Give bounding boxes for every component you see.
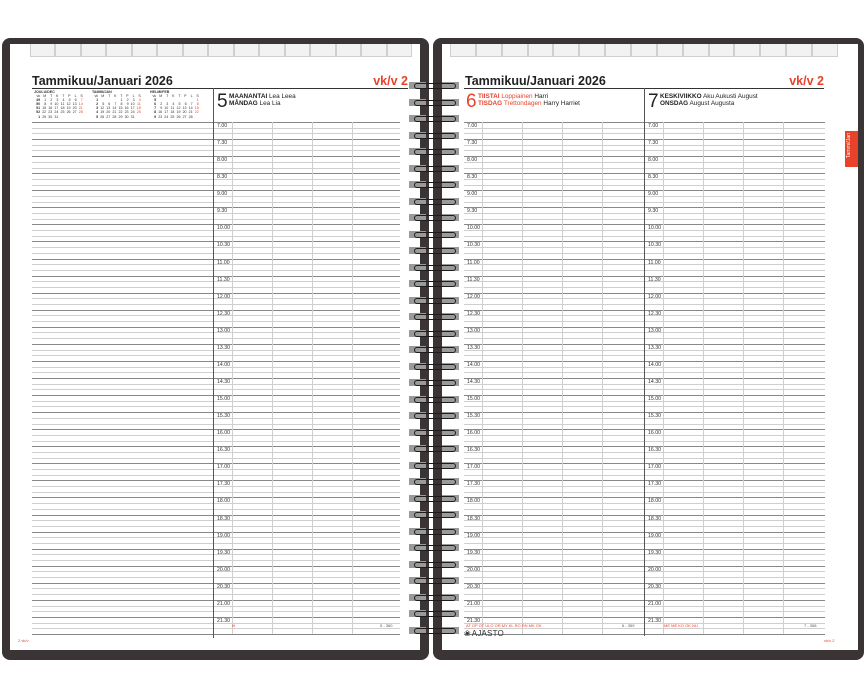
time-label: 13.30 [217, 344, 230, 351]
time-label: 8.00 [217, 157, 228, 164]
time-label: 12.30 [648, 310, 661, 317]
time-label: 15.00 [217, 396, 230, 403]
time-label: 18.00 [467, 498, 480, 505]
time-label: 18.30 [648, 515, 661, 522]
month-side-tab[interactable] [845, 131, 858, 167]
name-days-fi: Harri [534, 93, 549, 100]
day-names [478, 93, 580, 108]
time-label: 10.00 [467, 225, 480, 232]
time-label: 13.00 [217, 327, 230, 334]
time-label: 11.00 [648, 259, 661, 266]
time-label: 16.00 [217, 430, 230, 437]
time-label: 16.00 [467, 430, 480, 437]
day-name-sv: TISDAG [478, 100, 503, 108]
index-tab-strip [450, 44, 838, 58]
time-label: 21.00 [648, 600, 661, 607]
spiral-ring [406, 493, 462, 504]
time-label: 12.00 [217, 293, 230, 300]
footer-daycount: 5 - 360 [380, 623, 393, 628]
spiral-ring [406, 80, 462, 91]
holiday-sv: Trettondagen [503, 100, 542, 108]
day-name-fi: MAANANTAI [229, 93, 268, 100]
spiral-ring [406, 509, 462, 520]
name-days-fi: Aku Aukusti August [702, 93, 758, 100]
time-label: 16.30 [217, 447, 230, 454]
time-label: 14.00 [467, 361, 480, 368]
time-label: 19.00 [217, 532, 230, 539]
time-label: 12.30 [467, 310, 480, 317]
spiral-ring [406, 245, 462, 256]
spiral-ring [406, 130, 462, 141]
time-label: 17.30 [467, 481, 480, 488]
time-label: 8.00 [648, 157, 659, 164]
schedule-grid-wednesday [645, 122, 825, 634]
spiral-ring [406, 97, 462, 108]
spiral-ring [406, 361, 462, 372]
time-label: 18.30 [467, 515, 480, 522]
mini-calendar-1: TAMMI/JAN vk M T K T P L S 1 1 2 3 4 2 5 6 7 8 9 10 11 3 12 13 14 15 16 17 18 4 19 20 21 22 23 24 25 5 26 27 28 29 30 31 [92, 90, 147, 119]
day-header-tuesday [464, 91, 644, 123]
notes-lines [32, 122, 213, 634]
time-label: 15.30 [467, 413, 480, 420]
time-label: 20.00 [648, 566, 661, 573]
spiral-ring [406, 113, 462, 124]
mini-calendar-0: JOULU/DEC vk M T K T P L S 49 1 2 3 4 5 6 7 50 8 9 10 11 12 13 14 51 15 16 17 18 19 20 21 52 22 23 24 25 26 27 28 1 29 30 31 [34, 90, 89, 119]
time-label: 8.30 [217, 174, 228, 181]
time-label: 7.30 [467, 140, 478, 147]
time-label: 16.30 [467, 447, 480, 454]
time-label: 14.30 [467, 379, 480, 385]
title-rule [32, 88, 408, 89]
spiral-ring [406, 163, 462, 174]
week-label: vk/v 2 [789, 74, 824, 88]
footer-abbrev: Ilt [232, 623, 236, 628]
time-label: 11.30 [648, 276, 661, 283]
time-label: 19.00 [648, 532, 661, 539]
time-label: 7.00 [648, 123, 659, 129]
day-name-fi: TIISTAI [478, 93, 500, 100]
spiral-ring [406, 278, 462, 289]
spiral-ring [406, 625, 462, 636]
time-label: 9.30 [217, 208, 228, 215]
time-label: 10.30 [217, 242, 230, 249]
time-label: 10.00 [648, 225, 661, 232]
holiday-fi: Loppiainen [501, 93, 533, 100]
page-title: Tammikuu/Januari 2026 [465, 74, 606, 88]
time-label: 18.00 [217, 498, 230, 505]
spiral-ring [406, 196, 462, 207]
time-label: 12.00 [467, 293, 480, 300]
name-days-fi: Lea Leea [269, 93, 296, 100]
schedule-grid-tuesday [464, 122, 644, 634]
mini-calendar-2: HELMI/FEB vk M T K T P L S 5 1 6 2 3 4 5 6 7 8 7 9 10 11 12 13 14 15 8 16 17 18 19 20 21 22 9 23 24 25 26 27 28 [150, 90, 205, 119]
time-label: 7.00 [217, 123, 228, 129]
day-name-sv: MÅNDAG [229, 100, 258, 108]
spiral-ring [406, 229, 462, 240]
time-label: 21.30 [467, 617, 480, 624]
spiral-ring [406, 542, 462, 553]
name-days-sv: August Augusta [689, 100, 735, 108]
time-label: 17.00 [217, 464, 230, 471]
time-label: 11.00 [217, 259, 230, 266]
footer-abbrev-tuesday: AT OP OT ULO OR MY KL RO RN MK OK [466, 623, 542, 628]
spiral-ring [406, 146, 462, 157]
day-names [660, 93, 758, 108]
day-number: 7 [648, 91, 659, 112]
spiral-ring [406, 377, 462, 388]
footer-week: vk/v 2 [824, 638, 835, 643]
time-label: 16.00 [648, 430, 661, 437]
time-label: 10.30 [467, 242, 480, 249]
right-page [442, 44, 858, 650]
spiral-ring [406, 575, 462, 586]
time-label: 8.30 [648, 174, 659, 181]
time-label: 13.00 [648, 327, 661, 334]
schedule-grid [214, 122, 400, 634]
spiral-ring [406, 476, 462, 487]
spiral-ring [406, 311, 462, 322]
spiral-ring [406, 262, 462, 273]
time-label: 8.30 [467, 174, 478, 181]
footer-daycount-wednesday: 7 - 358 [804, 623, 817, 628]
time-label: 13.30 [648, 344, 661, 351]
name-days-sv: Harry Harriet [543, 100, 580, 108]
time-label: 7.30 [217, 140, 228, 147]
time-label: 20.30 [217, 583, 230, 590]
time-label: 17.00 [648, 464, 661, 471]
time-label: 21.00 [467, 600, 480, 607]
footer-daycount-tuesday: 6 - 359 [622, 623, 635, 628]
day-number: 6 [466, 91, 477, 112]
logo-text: AJASTO [471, 629, 504, 638]
footer-abbrev-wednesday: ME ME KO OK NU [664, 623, 698, 628]
time-label: 20.30 [467, 583, 480, 590]
time-label: 17.00 [467, 464, 480, 471]
time-label: 9.00 [467, 191, 478, 198]
time-label: 9.30 [648, 208, 659, 215]
spiral-ring [406, 179, 462, 190]
time-label: 21.30 [648, 617, 661, 624]
mini-calendar-month: HELMI/FEB [150, 90, 170, 94]
spiral-ring [406, 559, 462, 570]
time-label: 13.00 [467, 327, 480, 334]
mini-calendar-month: JOULU/DEC [34, 90, 55, 94]
day-names [229, 93, 296, 108]
page-title: Tammikuu/Januari 2026 [32, 74, 173, 88]
spiral-ring [406, 212, 462, 223]
time-label: 15.00 [648, 396, 661, 403]
time-label: 17.30 [648, 481, 661, 488]
spiral-ring [406, 394, 462, 405]
day-header-wednesday [646, 91, 826, 123]
day-name-sv: ONSDAG [660, 100, 689, 108]
time-label: 21.00 [217, 600, 230, 607]
spiral-ring [406, 410, 462, 421]
spiral-ring [406, 328, 462, 339]
time-label: 9.00 [648, 191, 659, 198]
time-label: 9.00 [217, 191, 228, 198]
day-number: 5 [217, 91, 228, 112]
mini-calendar-month: TAMMI/JAN [92, 90, 112, 94]
time-label: 11.30 [217, 276, 230, 283]
time-label: 13.30 [467, 344, 480, 351]
footer-week: 2 vk/v [18, 638, 29, 643]
time-label: 18.00 [648, 498, 661, 505]
ajasto-logo: ❀ AJASTO [464, 629, 504, 638]
spiral-ring [406, 427, 462, 438]
spiral-ring [406, 295, 462, 306]
time-label: 10.00 [217, 225, 230, 232]
index-tab-strip [30, 44, 412, 58]
spiral-ring [406, 344, 462, 355]
day-name-fi: KESKIVIIKKO [660, 93, 702, 100]
time-label: 12.30 [217, 310, 230, 317]
time-label: 19.30 [467, 549, 480, 556]
time-label: 21.30 [217, 617, 230, 624]
time-label: 14.00 [217, 361, 230, 368]
time-label: 11.00 [467, 259, 480, 266]
time-label: 20.30 [648, 583, 661, 590]
time-label: 15.00 [467, 396, 480, 403]
month-side-tab-label: Tammi/Jan [846, 133, 852, 159]
time-label: 10.30 [648, 242, 661, 249]
time-label: 20.00 [467, 566, 480, 573]
spiral-ring [406, 526, 462, 537]
time-label: 14.00 [648, 361, 661, 368]
time-label: 19.00 [467, 532, 480, 539]
left-page [10, 44, 420, 650]
spiral-ring [406, 608, 462, 619]
time-label: 19.30 [217, 549, 230, 556]
mini-calendars [34, 90, 209, 118]
time-label: 15.30 [217, 413, 230, 420]
time-label: 7.00 [467, 123, 478, 129]
time-label: 14.30 [217, 379, 230, 385]
time-label: 19.30 [648, 549, 661, 556]
time-label: 12.00 [648, 293, 661, 300]
time-label: 16.30 [648, 447, 661, 454]
time-label: 8.00 [467, 157, 478, 164]
spiral-ring [406, 460, 462, 471]
spiral-ring [406, 592, 462, 603]
time-label: 15.30 [648, 413, 661, 420]
name-days-sv: Lea Lia [259, 100, 281, 108]
time-label: 17.30 [217, 481, 230, 488]
week-label: vk/v 2 [373, 74, 408, 88]
time-label: 11.30 [467, 276, 480, 283]
day-header-monday [215, 91, 410, 123]
time-label: 9.30 [467, 208, 478, 215]
time-label: 20.00 [217, 566, 230, 573]
time-label: 18.30 [217, 515, 230, 522]
time-label: 14.30 [648, 379, 661, 385]
time-label: 7.30 [648, 140, 659, 147]
spiral-ring [406, 443, 462, 454]
